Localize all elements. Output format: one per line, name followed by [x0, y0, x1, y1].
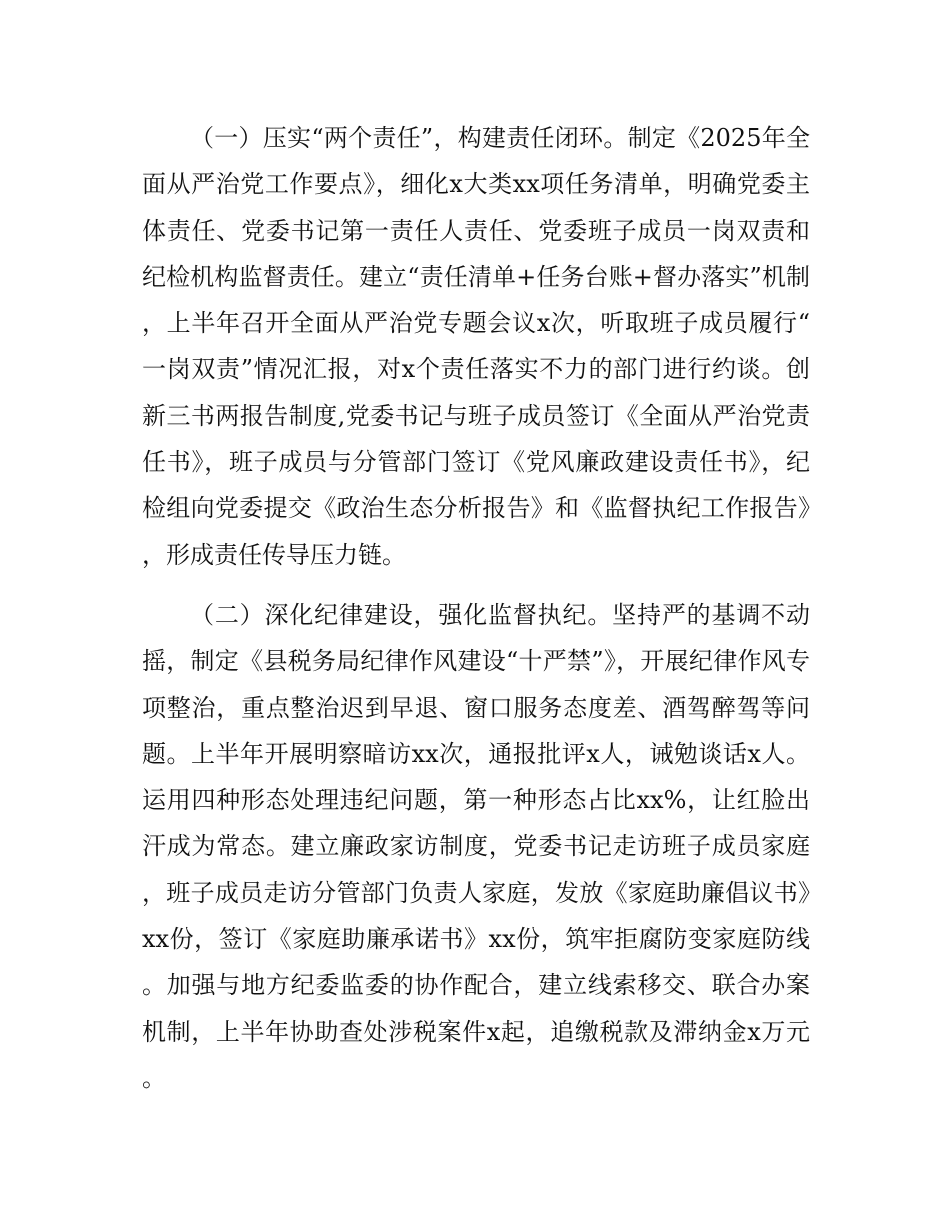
paragraph-responsibility: （一）压实“两个责任”，构建责任闭环。制定《2025年全面从严治党工作要点》，细化x大类xx项任务清单，明确党委主体责任、党委书记第一责任人责任、党委班子成员一岗双责和纪检机构监督责任。建立“责任清单+任务台账+督办落实”机制，上半年召开全面从严治党专题会议x次，听取班子成员履行“一岗双责”情况汇报，对x个责任落实不力的部门进行约谈。创新三书两报告制度,党委书记与班子成员签订《全面从严治党责任书》，班子成员与分管部门签订《党风廉政建设责任书》，纪检组向党委提交《政治生态分析报告》和《监督执纪工作报告》，形成责任传导压力链。 — [142, 124, 810, 569]
paragraph-discipline: （二）深化纪律建设，强化监督执纪。坚持严的基调不动摇，制定《县税务局纪律作风建设“十严禁”》，开展纪律作风专项整治，重点整治迟到早退、窗口服务态度差、酒驾醉驾等问题。上半年开展明察暗访xx次，通报批评x人，诫勉谈话x人。运用四种形态处理违纪问题，第一种形态占比xx%，让红脸出汗成为常态。建立廉政家访制度，党委书记走访班子成员家庭，班子成员走访分管部门负责人家庭，发放《家庭助廉倡议书》xx份，签订《家庭助廉承诺书》xx份，筑牢拒腐防变家庭防线。加强与地方纪委监委的协作配合，建立线索移交、联合办案机制，上半年协助查处涉税案件x起，追缴税款及滞纳金x万元。 — [142, 600, 810, 1092]
document-body — [142, 115, 810, 1101]
